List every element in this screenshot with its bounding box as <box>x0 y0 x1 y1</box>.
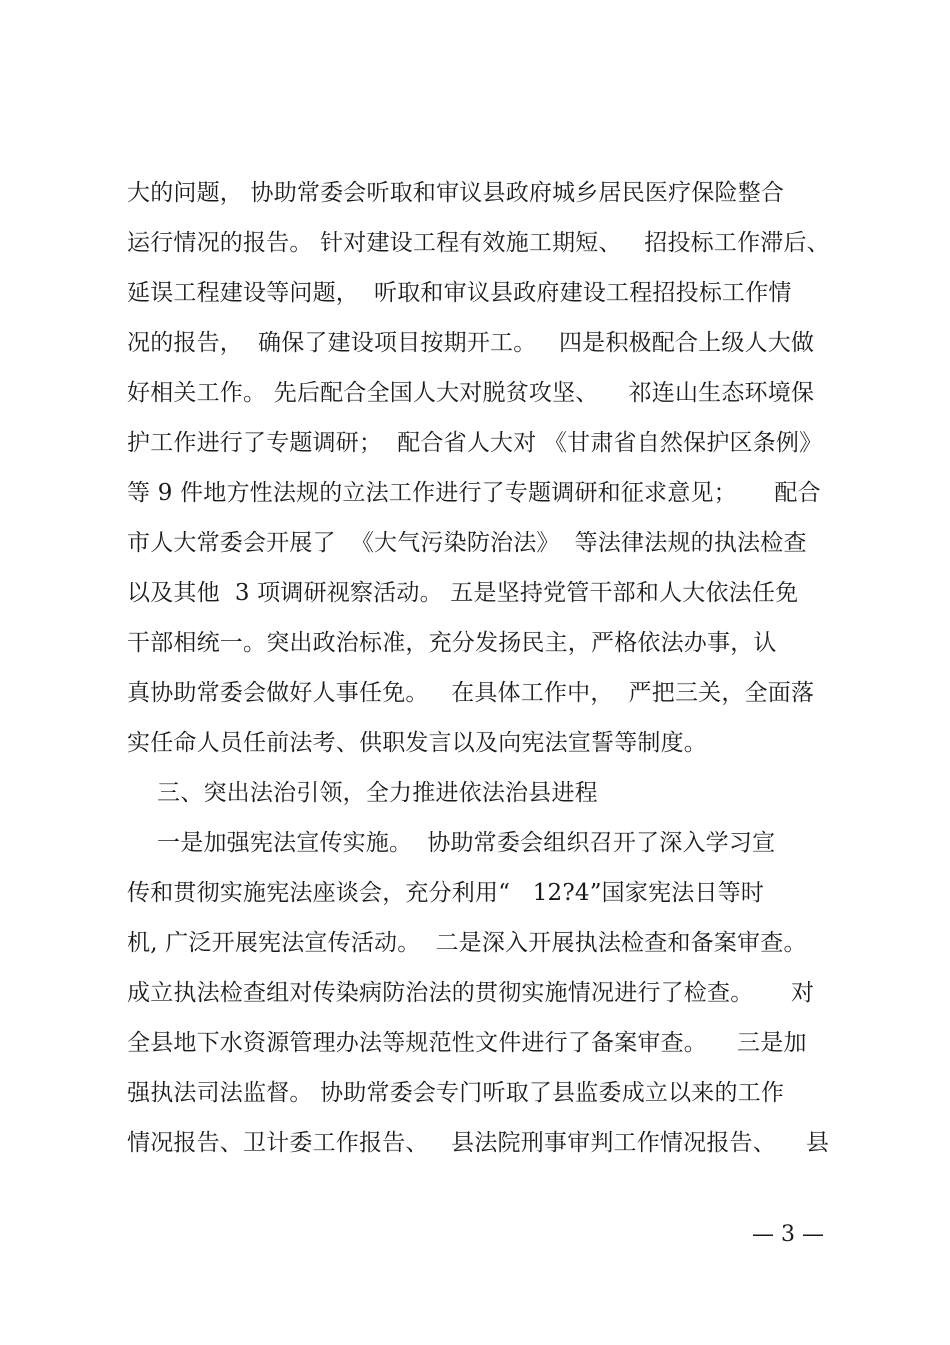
body-text-line: 好相关工作。 先后配合全国人大对脱贫攻坚、 祁连山生态环境保 <box>127 380 815 406</box>
body-text-line: 干部相统一。突出政治标准，充分发扬民主，严格依法办事，认 <box>127 630 777 656</box>
body-text-line: 护工作进行了专题调研； 配合省人大对 《甘肃省自然保护区条例》 <box>127 430 823 456</box>
body-text-line: 真协助常委会做好人事任免。 在具体工作中， 严把三关，全面落 <box>127 680 815 706</box>
body-text-line: 成立执法检查组对传染病防治法的贯彻实施情况进行了检查。 对 <box>127 980 815 1006</box>
body-text-line: 实任命人员任前法考、供职发言以及向宪法宣誓等制度。 <box>127 730 707 756</box>
body-text-line: 情况报告、卫计委工作报告、 县法院刑事审判工作情况报告、 县 <box>127 1130 830 1156</box>
body-text-line: 市人大常委会开展了 《大气污染防治法》 等法律法规的执法检查 <box>127 530 807 556</box>
body-text-line: 一是加强宪法宣传实施。 协助常委会组织召开了深入学习宣 <box>127 830 776 856</box>
body-text-line: 况的报告， 确保了建设项目按期开工。 四是积极配合上级人大做 <box>127 330 815 356</box>
page-number: — 3 — <box>752 1222 824 1247</box>
body-text-line: 全县地下水资源管理办法等规范性文件进行了备案审查。 三是加 <box>127 1030 807 1056</box>
body-text-line: 延误工程建设等问题， 听取和审议县政府建设工程招投标工作情 <box>127 280 792 306</box>
body-text-line: 等 9 件地方性法规的立法工作进行了专题调研和征求意见； 配合 <box>127 480 821 506</box>
body-text-line: 以及其他 3 项调研视察活动。 五是坚持党管干部和人大依法任免 <box>127 580 799 606</box>
section-heading: 三、突出法治引领，全力推进依法治县进程 <box>127 780 598 806</box>
body-text-line: 机, 广泛开展宪法宣传活动。 二是深入开展执法检查和备案审查。 <box>127 930 807 956</box>
body-text-line: 传和贯彻实施宪法座谈会，充分利用“ 12?4”国家宪法日等时 <box>127 880 765 906</box>
body-text-line: 强执法司法监督。 协助常委会专门听取了县监委成立以来的工作 <box>127 1080 785 1106</box>
body-text-line: 大的问题， 协助常委会听取和审议县政府城乡居民医疗保险整合 <box>127 180 785 206</box>
body-text-line: 运行情况的报告。 针对建设工程有效施工期短、 招投标工作滞后、 <box>127 230 830 256</box>
